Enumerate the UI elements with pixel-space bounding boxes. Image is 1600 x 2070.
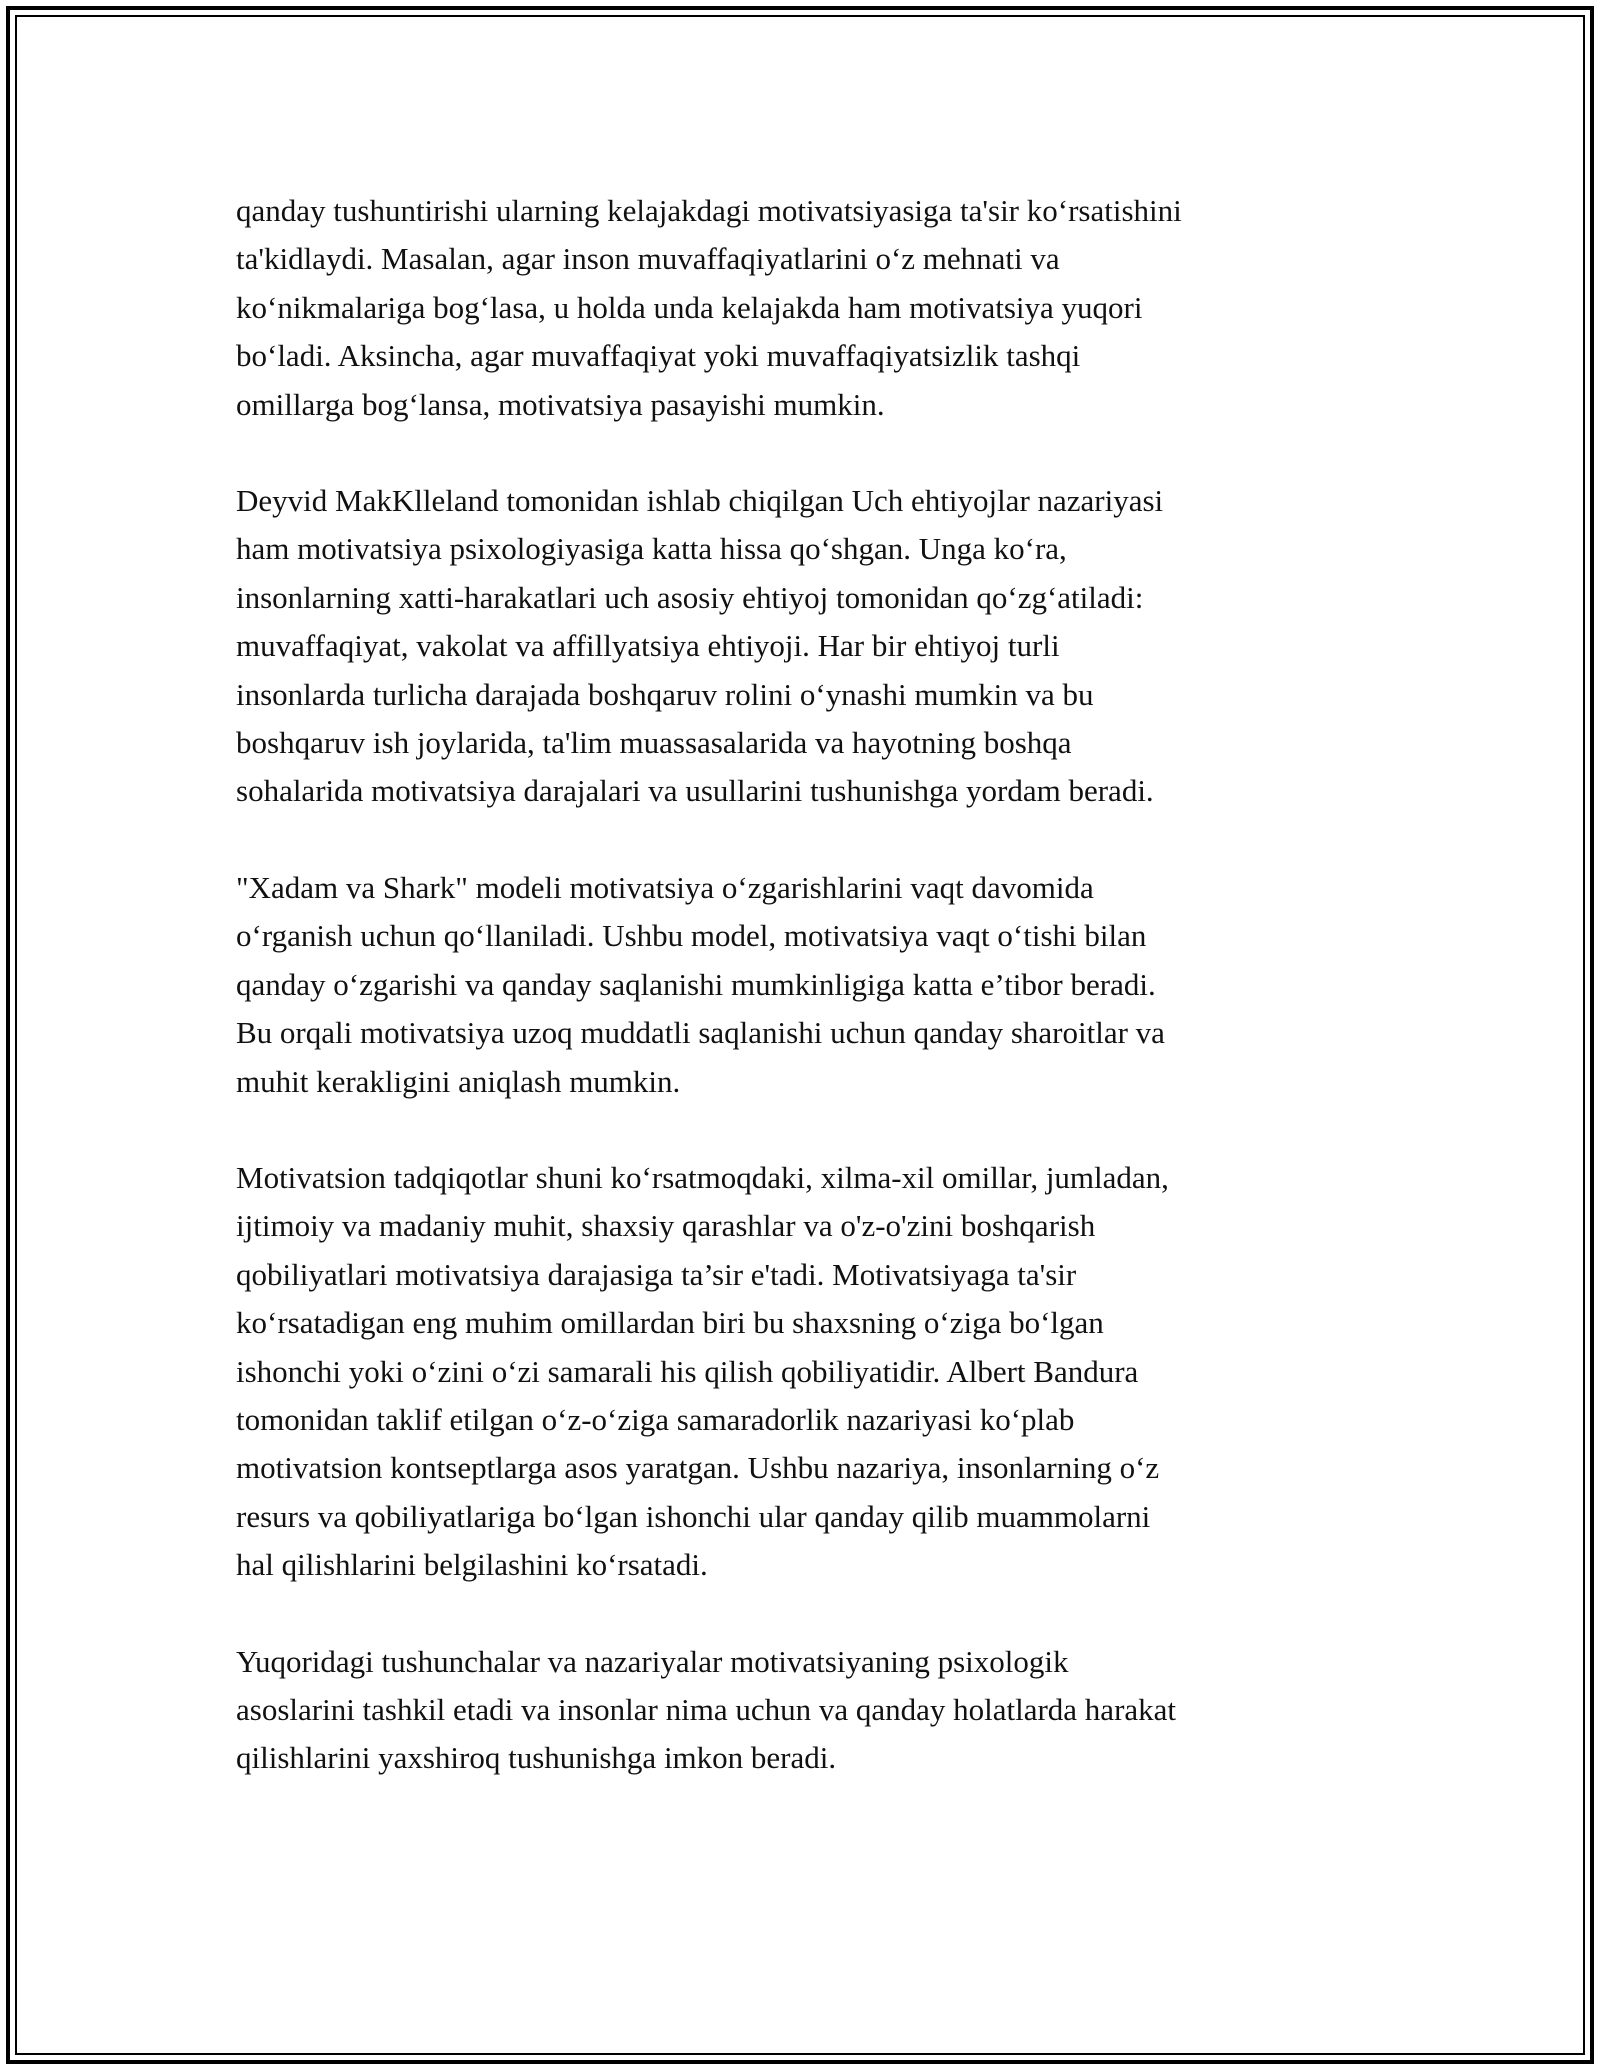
- text-line: insonlarning xatti-harakatlari uch asosiy ehtiyoj tomonidan qo‘zg‘atiladi:: [236, 579, 1144, 615]
- paragraph-three-needs-theory: [236, 477, 1366, 816]
- text-line: sohalarida motivatsiya darajalari va usullarini tushunishga yordam beradi.: [236, 773, 1154, 809]
- text-line: ijtimoiy va madaniy muhit, shaxsiy qarashlar va o'z-o'zini boshqarish: [236, 1208, 1096, 1244]
- text-line: Deyvid MakKlleland tomonidan ishlab chiqilgan Uch ehtiyojlar nazariyasi: [236, 483, 1164, 519]
- text-line: boshqaruv ish joylarida, ta'lim muassasalarida va hayotning boshqa: [236, 725, 1072, 761]
- text-line: omillarga bog‘lansa, motivatsiya pasayishi mumkin.: [236, 386, 885, 422]
- text-line: Yuqoridagi tushunchalar va nazariyalar motivatsiyaning psixologik: [236, 1643, 1069, 1679]
- text-line: qanday o‘zgarishi va qanday saqlanishi mumkinligiga katta e’tibor beradi.: [236, 966, 1156, 1002]
- text-line: ham motivatsiya psixologiyasiga katta hissa qo‘shgan. Unga ko‘ra,: [236, 531, 1067, 567]
- text-line: o‘rganish uchun qo‘llaniladi. Ushbu model, motivatsiya vaqt o‘tishi bilan: [236, 918, 1147, 954]
- text-line: tomonidan taklif etilgan o‘z-o‘ziga samaradorlik nazariyasi ko‘plab: [236, 1401, 1075, 1437]
- text-line: hal qilishlarini belgilashini ko‘rsatadi.: [236, 1547, 708, 1583]
- paragraph-motivation-research: [236, 1154, 1366, 1590]
- text-line: muvaffaqiyat, vakolat va affillyatsiya ehtiyoji. Har bir ehtiyoj turli: [236, 628, 1060, 664]
- paragraph-xadam-shark-model: [236, 864, 1366, 1106]
- text-line: ishonchi yoki o‘zini o‘zi samarali his qilish qobiliyatidir. Albert Bandura: [236, 1353, 1139, 1389]
- text-line: Motivatsion tadqiqotlar shuni ko‘rsatmoqdaki, xilma-xil omillar, jumladan,: [236, 1159, 1169, 1195]
- text-line: insonlarda turlicha darajada boshqaruv rolini o‘ynashi mumkin va bu: [236, 676, 1094, 712]
- text-line: ta'kidlaydi. Masalan, agar inson muvaffaqiyatlarini o‘z mehnati va: [236, 241, 1060, 277]
- text-line: Bu orqali motivatsiya uzoq muddatli saqlanishi uchun qanday sharoitlar va: [236, 1015, 1165, 1051]
- text-line: asoslarini tashkil etadi va insonlar nima uchun va qanday holatlarda harakat: [236, 1691, 1177, 1727]
- text-line: qobiliyatlari motivatsiya darajasiga ta’sir e'tadi. Motivatsiyaga ta'sir: [236, 1256, 1077, 1292]
- text-line: motivatsion kontseptlarga asos yaratgan. Ushbu nazariya, insonlarning o‘z: [236, 1450, 1160, 1486]
- text-line: qilishlarini yaxshiroq tushunishga imkon beradi.: [236, 1740, 837, 1776]
- text-line: resurs va qobiliyatlariga bo‘lgan ishonchi ular qanday qilib muammolarni: [236, 1498, 1151, 1534]
- text-line: ko‘rsatadigan eng muhim omillardan biri bu shaxsning o‘ziga bo‘lgan: [236, 1305, 1104, 1341]
- text-line: ko‘nikmalariga bog‘lasa, u holda unda kelajakda ham motivatsiya yuqori: [236, 289, 1143, 325]
- paragraph-attribution-theory: [236, 187, 1366, 429]
- text-line: muhit kerakligini aniqlash mumkin.: [236, 1063, 681, 1099]
- text-line: qanday tushuntirishi ularning kelajakdagi motivatsiyasiga ta'sir ko‘rsatishini: [236, 193, 1182, 228]
- document-body: [236, 187, 1366, 1831]
- text-line: "Xadam va Shark" modeli motivatsiya o‘zgarishlarini vaqt davomida: [236, 869, 1094, 905]
- text-line: bo‘ladi. Aksincha, agar muvaffaqiyat yoki muvaffaqiyatsizlik tashqi: [236, 338, 1081, 374]
- paragraph-conclusion: [236, 1638, 1366, 1783]
